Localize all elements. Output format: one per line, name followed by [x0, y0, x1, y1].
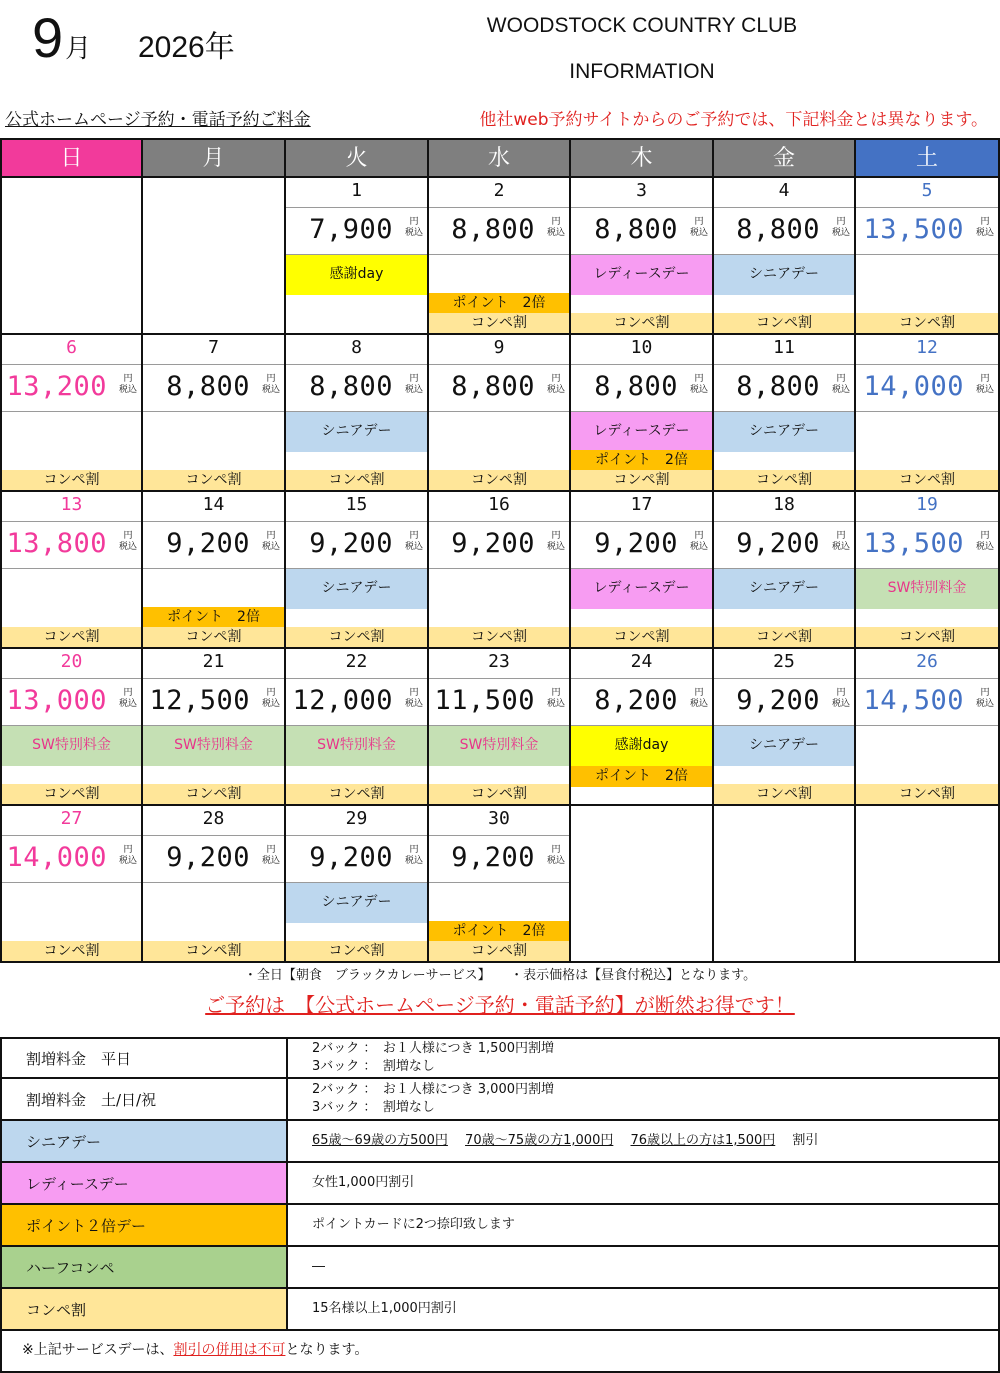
compe-discount-tag: コンペ割 — [286, 470, 427, 490]
day-cell-2 — [429, 178, 571, 335]
price-row — [286, 207, 427, 255]
tag-senior: シニアデー — [714, 255, 854, 295]
legend-row-2 — [0, 1121, 1000, 1163]
day-number: 4 — [714, 178, 854, 208]
price-value: 13,000 — [6, 685, 107, 716]
day-number: 19 — [856, 492, 998, 522]
price-row — [856, 364, 998, 412]
compe-discount-tag: コンペ割 — [429, 470, 569, 490]
day-number: 18 — [714, 492, 854, 522]
club-name: WOODSTOCK COUNTRY CLUB — [486, 14, 798, 37]
price-value: 11,500 — [434, 685, 535, 716]
day-cell-11 — [714, 335, 856, 492]
year-label: 2026年 — [138, 31, 235, 64]
day-number: 25 — [714, 649, 854, 679]
price-row — [714, 521, 854, 569]
tag-lady: レディースデー — [571, 255, 712, 295]
tag-senior: シニアデー — [714, 726, 854, 766]
day-number: 27 — [2, 806, 141, 836]
compe-discount-tag: コンペ割 — [714, 470, 854, 490]
point-double-tag: ポイント 2倍 — [571, 766, 712, 787]
day-number: 15 — [286, 492, 427, 522]
day-cell-17 — [571, 492, 714, 649]
day-cell-25 — [714, 649, 856, 806]
weekday-header-6: 土 — [856, 138, 1000, 178]
compe-discount-tag: コンペ割 — [856, 313, 998, 333]
legend-row-3 — [0, 1163, 1000, 1205]
calendar-grid — [0, 138, 1000, 963]
price-unit: 円 税込 — [404, 688, 423, 709]
month-number: 9月 — [32, 6, 92, 69]
price-unit: 円 税込 — [404, 217, 423, 238]
compe-discount-tag: コンペ割 — [143, 627, 284, 647]
compe-discount-tag: コンペ割 — [286, 941, 427, 961]
compe-discount-tag: コンペ割 — [2, 784, 141, 804]
compe-discount-tag: コンペ割 — [429, 627, 569, 647]
price-row — [856, 521, 998, 569]
compe-discount-tag: コンペ割 — [856, 784, 998, 804]
day-cell-26 — [856, 649, 1000, 806]
day-number: 28 — [143, 806, 284, 836]
day-cell-5 — [856, 178, 1000, 335]
price-value: 8,800 — [736, 371, 820, 402]
day-cell-7 — [143, 335, 286, 492]
compe-discount-tag: コンペ割 — [714, 627, 854, 647]
tag-sw: SW特別料金 — [2, 726, 141, 766]
day-number: 22 — [286, 649, 427, 679]
month-kanji: 月 — [65, 33, 92, 63]
price-unit: 円 税込 — [831, 374, 850, 395]
day-cell-18 — [714, 492, 856, 649]
legend-label: コンペ割 — [2, 1289, 288, 1329]
web-booking-notice: 他社web予約サイトからのご予約では、下記料金とは異なります。 — [479, 110, 988, 130]
price-row — [714, 207, 854, 255]
weekday-header-4: 木 — [571, 138, 714, 178]
price-row — [429, 364, 569, 412]
compe-discount-tag: コンペ割 — [286, 784, 427, 804]
day-cell-12 — [856, 335, 1000, 492]
day-cell-21 — [143, 649, 286, 806]
price-row — [714, 364, 854, 412]
day-number: 24 — [571, 649, 712, 679]
price-value: 7,900 — [309, 214, 393, 245]
day-cell-6 — [0, 335, 143, 492]
day-cell-23 — [429, 649, 571, 806]
price-unit: 円 税込 — [689, 217, 708, 238]
price-row — [429, 835, 569, 883]
day-number: 29 — [286, 806, 427, 836]
legend-description: 2バック ： お１人様につき 1,500円割増 3バック ： 割増なし — [312, 1041, 554, 1074]
price-value: 14,000 — [863, 371, 964, 402]
legend-description: 65歳～69歳の方500円 70歳～75歳の方1,000円 76歳以上の方は1,500円 割引 — [312, 1133, 819, 1148]
price-value: 13,200 — [6, 371, 107, 402]
price-unit: 円 税込 — [689, 688, 708, 709]
day-number: 17 — [571, 492, 712, 522]
day-cell-24 — [571, 649, 714, 806]
compe-discount-tag: コンペ割 — [429, 941, 569, 961]
price-unit: 円 税込 — [975, 688, 994, 709]
day-cell-14 — [143, 492, 286, 649]
price-unit: 円 税込 — [404, 374, 423, 395]
price-row — [143, 835, 284, 883]
price-row — [2, 835, 141, 883]
compe-discount-tag: コンペ割 — [856, 470, 998, 490]
compe-discount-tag: コンペ割 — [856, 627, 998, 647]
price-value: 8,800 — [451, 214, 535, 245]
day-number: 3 — [571, 178, 712, 208]
price-row — [856, 678, 998, 726]
legend-row-1 — [0, 1079, 1000, 1121]
compe-discount-tag: コンペ割 — [2, 470, 141, 490]
price-value: 8,800 — [594, 371, 678, 402]
price-unit: 円 税込 — [404, 845, 423, 866]
tag-senior: シニアデー — [714, 569, 854, 609]
empty-cell — [714, 806, 856, 963]
point-double-tag: ポイント 2倍 — [571, 450, 712, 471]
legend-label: 割増料金 平日 — [2, 1039, 288, 1077]
day-number: 2 — [429, 178, 569, 208]
price-unit: 円 税込 — [118, 374, 137, 395]
price-value: 8,800 — [166, 371, 250, 402]
day-number: 14 — [143, 492, 284, 522]
price-row — [571, 364, 712, 412]
legend-description: 15名様以上1,000円割引 — [312, 1301, 457, 1316]
price-value: 14,000 — [6, 842, 107, 873]
legend-label: ポイント２倍デー — [2, 1205, 288, 1245]
weekday-header-1: 月 — [143, 138, 286, 178]
price-value: 8,800 — [309, 371, 393, 402]
price-value: 8,800 — [594, 214, 678, 245]
compe-discount-tag: コンペ割 — [571, 470, 712, 490]
tag-sw: SW特別料金 — [286, 726, 427, 766]
legend-row-0 — [0, 1037, 1000, 1079]
pricing-subtitle: 公式ホームページ予約・電話予約ご料金 — [5, 110, 311, 130]
compe-discount-tag: コンペ割 — [2, 627, 141, 647]
day-cell-1 — [286, 178, 429, 335]
day-cell-20 — [0, 649, 143, 806]
price-row — [429, 678, 569, 726]
price-row — [2, 364, 141, 412]
empty-cell — [143, 178, 286, 335]
price-row — [429, 521, 569, 569]
tag-kansha: 感謝day — [571, 726, 712, 766]
price-value: 9,200 — [309, 842, 393, 873]
tag-sw: SW特別料金 — [856, 569, 998, 609]
day-cell-27 — [0, 806, 143, 963]
day-cell-10 — [571, 335, 714, 492]
day-cell-22 — [286, 649, 429, 806]
tag-kansha: 感謝day — [286, 255, 427, 295]
price-value: 8,200 — [594, 685, 678, 716]
price-row — [571, 207, 712, 255]
price-unit: 円 税込 — [831, 688, 850, 709]
legend-row-5 — [0, 1247, 1000, 1289]
legend-description: ― — [312, 1259, 325, 1274]
point-double-tag: ポイント 2倍 — [429, 293, 569, 314]
tag-sw: SW特別料金 — [429, 726, 569, 766]
legend-label: シニアデー — [2, 1121, 288, 1161]
day-number: 20 — [2, 649, 141, 679]
day-cell-4 — [714, 178, 856, 335]
price-unit: 円 税込 — [261, 845, 280, 866]
day-cell-15 — [286, 492, 429, 649]
weekday-header-5: 金 — [714, 138, 856, 178]
day-cell-29 — [286, 806, 429, 963]
legend-description: 女性1,000円割引 — [312, 1175, 415, 1190]
price-value: 9,200 — [166, 528, 250, 559]
price-value: 14,500 — [863, 685, 964, 716]
tag-senior: シニアデー — [286, 412, 427, 452]
price-row — [856, 207, 998, 255]
tag-lady: レディースデー — [571, 412, 712, 452]
legend-row-4 — [0, 1205, 1000, 1247]
price-unit: 円 税込 — [689, 531, 708, 552]
price-unit: 円 税込 — [261, 374, 280, 395]
compe-discount-tag: コンペ割 — [143, 941, 284, 961]
compe-discount-tag: コンペ割 — [714, 313, 854, 333]
price-value: 9,200 — [736, 685, 820, 716]
compe-discount-tag: コンペ割 — [714, 784, 854, 804]
tag-senior: シニアデー — [286, 569, 427, 609]
price-value: 13,800 — [6, 528, 107, 559]
day-number: 5 — [856, 178, 998, 208]
weekday-header-2: 火 — [286, 138, 429, 178]
legend-label: ハーフコンペ — [2, 1247, 288, 1287]
empty-cell — [571, 806, 714, 963]
price-row — [2, 678, 141, 726]
tag-lady: レディースデー — [571, 569, 712, 609]
day-number: 12 — [856, 335, 998, 365]
day-number: 11 — [714, 335, 854, 365]
price-unit: 円 税込 — [546, 531, 565, 552]
price-unit: 円 税込 — [118, 531, 137, 552]
day-number: 9 — [429, 335, 569, 365]
day-number: 1 — [286, 178, 427, 208]
price-row — [286, 678, 427, 726]
day-number: 10 — [571, 335, 712, 365]
price-row — [571, 521, 712, 569]
price-row — [714, 678, 854, 726]
info-label: INFORMATION — [569, 60, 715, 83]
empty-cell — [856, 806, 1000, 963]
price-row — [429, 207, 569, 255]
price-unit: 円 税込 — [118, 845, 137, 866]
price-row — [571, 678, 712, 726]
day-number: 7 — [143, 335, 284, 365]
price-value: 9,200 — [451, 842, 535, 873]
price-unit: 円 税込 — [975, 374, 994, 395]
price-value: 12,000 — [292, 685, 393, 716]
day-cell-9 — [429, 335, 571, 492]
price-row — [143, 364, 284, 412]
price-value: 9,200 — [594, 528, 678, 559]
day-number: 13 — [2, 492, 141, 522]
price-unit: 円 税込 — [831, 217, 850, 238]
price-unit: 円 税込 — [118, 688, 137, 709]
day-number: 16 — [429, 492, 569, 522]
price-unit: 円 税込 — [975, 531, 994, 552]
compe-discount-tag: コンペ割 — [429, 313, 569, 333]
booking-promo: ご予約は 【公式ホームページ予約・電話予約】が断然お得です！ — [205, 993, 795, 1017]
compe-discount-tag: コンペ割 — [2, 941, 141, 961]
compe-discount-tag: コンペ割 — [571, 313, 712, 333]
price-unit: 円 税込 — [546, 845, 565, 866]
price-unit: 円 税込 — [831, 531, 850, 552]
empty-cell — [0, 178, 143, 335]
point-double-tag: ポイント 2倍 — [429, 921, 569, 942]
day-number: 21 — [143, 649, 284, 679]
point-double-tag: ポイント 2倍 — [143, 607, 284, 628]
price-value: 9,200 — [451, 528, 535, 559]
price-value: 13,500 — [863, 528, 964, 559]
compe-discount-tag: コンペ割 — [143, 784, 284, 804]
price-unit: 円 税込 — [546, 374, 565, 395]
price-value: 9,200 — [736, 528, 820, 559]
day-number: 6 — [2, 335, 141, 365]
day-cell-16 — [429, 492, 571, 649]
compe-discount-tag: コンペ割 — [143, 470, 284, 490]
price-unit: 円 税込 — [261, 688, 280, 709]
price-row — [2, 521, 141, 569]
legend-description: 2バック ： お１人様につき 3,000円割増 3バック ： 割増なし — [312, 1082, 554, 1115]
price-value: 8,800 — [736, 214, 820, 245]
price-row — [286, 364, 427, 412]
footnote: ※上記サービスデーは、割引の併用は不可となります。 — [0, 1331, 1000, 1373]
day-cell-13 — [0, 492, 143, 649]
compe-discount-tag: コンペ割 — [286, 627, 427, 647]
tag-sw: SW特別料金 — [143, 726, 284, 766]
weekday-header-3: 水 — [429, 138, 571, 178]
tag-senior: シニアデー — [714, 412, 854, 452]
price-unit: 円 税込 — [689, 374, 708, 395]
compe-discount-tag: コンペ割 — [571, 627, 712, 647]
day-cell-28 — [143, 806, 286, 963]
price-unit: 円 税込 — [546, 217, 565, 238]
legend-label: 割増料金 土/日/祝 — [2, 1079, 288, 1119]
day-cell-3 — [571, 178, 714, 335]
day-cell-19 — [856, 492, 1000, 649]
compe-discount-tag: コンペ割 — [429, 784, 569, 804]
legend-label: レディースデー — [2, 1163, 288, 1203]
tag-senior: シニアデー — [286, 883, 427, 923]
weekday-header-0: 日 — [0, 138, 143, 178]
price-row — [143, 521, 284, 569]
price-value: 12,500 — [149, 685, 250, 716]
price-unit: 円 税込 — [261, 531, 280, 552]
day-number: 8 — [286, 335, 427, 365]
price-unit: 円 税込 — [404, 531, 423, 552]
day-cell-30 — [429, 806, 571, 963]
day-cell-8 — [286, 335, 429, 492]
service-note: ・全日【朝食 ブラックカレーサービス】 ・表示価格は【昼食付税込】となります。 — [243, 968, 757, 983]
price-value: 13,500 — [863, 214, 964, 245]
legend-row-6 — [0, 1289, 1000, 1331]
price-row — [143, 678, 284, 726]
price-value: 8,800 — [451, 371, 535, 402]
price-unit: 円 税込 — [975, 217, 994, 238]
day-number: 23 — [429, 649, 569, 679]
day-number: 30 — [429, 806, 569, 836]
price-value: 9,200 — [166, 842, 250, 873]
day-number: 26 — [856, 649, 998, 679]
legend-description: ポイントカードに2つ捺印致します — [312, 1217, 515, 1232]
price-unit: 円 税込 — [546, 688, 565, 709]
price-value: 9,200 — [309, 528, 393, 559]
price-row — [286, 835, 427, 883]
price-row — [286, 521, 427, 569]
